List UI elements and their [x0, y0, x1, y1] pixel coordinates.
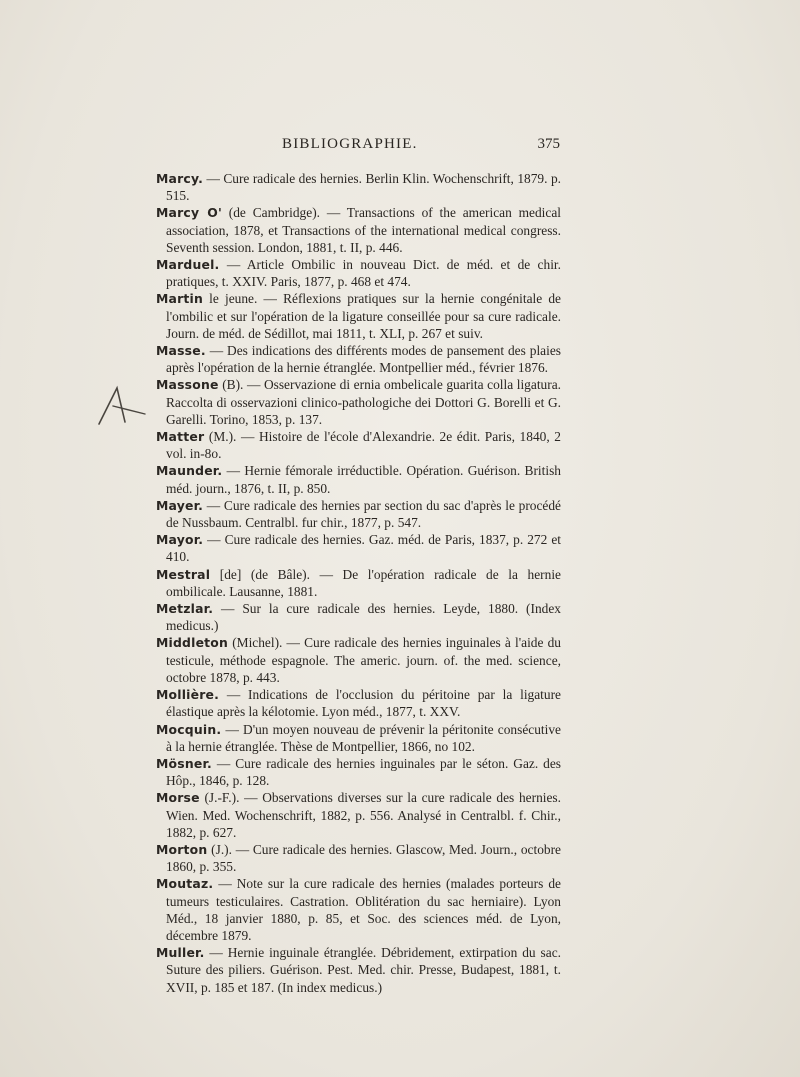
entry-text: — Note sur la cure radicale des hernies (malades porteurs de tumeurs testiculaires. Castration. Oblitération du sac herniaire). Lyon Méd., 18 janvier 1880, p. 85, et Soc. des sciences méd. de Lyon, décembre 1879. [166, 876, 561, 943]
bibliography-entry [156, 841, 561, 875]
entry-text: — Cure radicale des hernies. Berlin Klin. Wochenschrift, 1879. p. 515. [166, 171, 561, 204]
entry-author: Morton [156, 841, 208, 857]
bibliography-entry [156, 721, 561, 755]
bibliography-entry [156, 634, 561, 686]
entry-author: Masse. [156, 343, 206, 359]
entry-text: — Hernie fémorale irréductible. Opération. Guérison. British méd. journ., 1876, t. II, p. 850. [166, 463, 561, 496]
bibliography-entry [156, 290, 561, 342]
entry-text: — Article Ombilic in nouveau Dict. de méd. et de chir. pratiques, t. XXIV. Paris, 1877, p. 468 et 474. [166, 257, 561, 290]
entry-author: Mösner. [156, 755, 212, 771]
bibliography-entry [156, 875, 561, 944]
entry-author: Muller. [156, 945, 205, 961]
bibliography-entry [156, 170, 561, 204]
bibliography-entry [156, 497, 561, 531]
bibliography-entry [156, 789, 561, 841]
entry-author: Martin [156, 291, 203, 307]
entry-text: (B). — Osservazione di ernia ombelicale guarita colla ligatura. Raccolta di osservazioni clinico-pathologiche dei Dottori G. Borelli et G. Garelli. Torino, 1853, p. 137. [166, 377, 561, 427]
bibliography-entry [156, 600, 561, 634]
bibliography-entry [156, 755, 561, 789]
bibliography-entry [156, 428, 561, 462]
entry-author: Mocquin. [156, 721, 222, 737]
bibliography-entry [156, 944, 561, 996]
entry-text: (J.). — Cure radicale des hernies. Glascow, Med. Journ., octobre 1860, p. 355. [166, 841, 561, 875]
entry-text: (de Cambridge). — Transactions of the american medical association, 1878, et Transactions of the international medical congress. Seventh session. London, 1881, t. II, p. 446. [166, 205, 561, 255]
entry-text: [de] (de Bâle). — De l'opération radicale de la hernie ombilicale. Lausanne, 1881. [166, 566, 561, 599]
entry-author: Marduel. [156, 257, 220, 273]
entry-text: — Indications de l'occlusion du péritoine par la ligature élastique après la kélotomie. Lyon méd., 1877, t. XXV. [166, 687, 561, 720]
entry-author: Marcy. [156, 171, 203, 186]
bibliography-entry [156, 204, 561, 256]
entry-author: Moutaz. [156, 876, 214, 892]
entry-author: Matter [156, 429, 205, 445]
entry-text: — Sur la cure radicale des hernies. Leyde, 1880. (Index medicus.) [166, 601, 561, 634]
entry-author: Mayor. [156, 532, 204, 548]
bibliography-entry [156, 376, 561, 428]
bibliography-entry [156, 342, 561, 376]
entry-text: — Cure radicale des hernies par section du sac d'après le procédé de Nussbaum. Centralbl. fur chir., 1877, p. 547. [166, 497, 561, 531]
entry-text: (Michel). — Cure radicale des hernies inguinales à l'aide du testicule, méthode espagnole. The americ. journ. of. the med. science, octobre 1878, p. 443. [166, 635, 561, 685]
entry-author: Mayer. [156, 497, 204, 513]
bibliography-entry [156, 566, 561, 600]
entry-author: Marcy O' [156, 205, 222, 221]
bibliography-list [156, 170, 561, 996]
entry-text: le jeune. — Réflexions pratiques sur la hernie congénitale de l'ombilic et sur l'opération de la ligature conseillée pour sa cure radicale. Journ. de méd. de Sédillot, mai 1811, t. XLI, p. 267 et suiv. [166, 291, 561, 341]
entry-author: Morse [156, 790, 200, 806]
entry-author: Middleton [156, 635, 229, 651]
entry-author: Massone [156, 377, 219, 393]
entry-text: — D'un moyen nouveau de prévenir la péritonite consécutive à la hernie étranglée. Thèse de Montpellier, 1866, no 102. [166, 721, 561, 754]
page-header [160, 136, 560, 156]
entry-text: — Cure radicale des hernies. Gaz. méd. de Paris, 1837, p. 272 et 410. [166, 532, 561, 565]
entry-author: Maunder. [156, 463, 223, 479]
entry-author: Mollière. [156, 687, 220, 703]
entry-text: (J.-F.). — Observations diverses sur la cure radicale des hernies. Wien. Med. Wochenschrift, 1882, p. 556. Analysé in Centralbl. f. Chir., 1882, p. 627. [166, 790, 561, 840]
page-number: 375 [537, 136, 560, 152]
entry-text: — Cure radicale des hernies inguinales par le séton. Gaz. des Hôp., 1846, p. 128. [166, 755, 561, 789]
bibliography-entry [156, 462, 561, 496]
entry-text: — Des indications des différents modes de pansement des plaies après l'opération de la hernie étranglée. Montpellier méd., février 1876. [166, 343, 562, 376]
pencil-mark-icon [95, 384, 155, 430]
entry-author: Metzlar. [156, 601, 214, 617]
bibliography-entry [156, 256, 561, 290]
running-title: BIBLIOGRAPHIE. [282, 136, 418, 152]
entry-text: — Hernie inguinale étranglée. Débridement, extirpation du sac. Suture des piliers. Guérison. Pest. Med. chir. Presse, Budapest, 1881, t. XVII, p. 185 et 187. (In index medicus.) [166, 945, 561, 995]
bibliography-entry [156, 686, 561, 720]
bibliography-entry [156, 531, 561, 565]
entry-author: Mestral [156, 566, 211, 582]
entry-text: (M.). — Histoire de l'école d'Alexandrie. 2e édit. Paris, 1840, 2 vol. in-8o. [166, 429, 561, 462]
